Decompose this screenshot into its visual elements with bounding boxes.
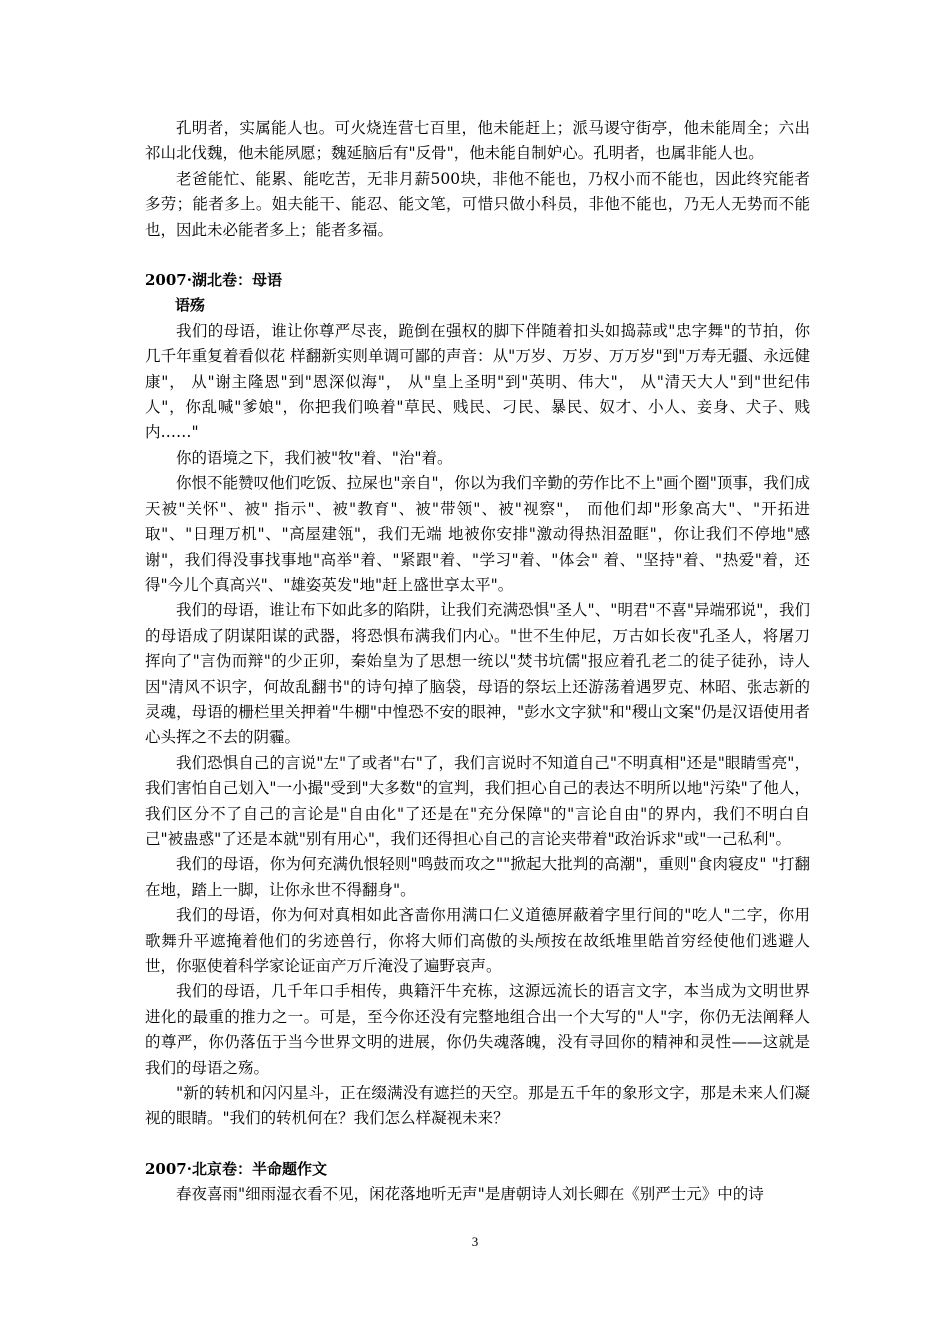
spacer: [145, 243, 810, 268]
spacer: [145, 1132, 810, 1157]
paragraph: "新的转机和闪闪星斗，正在缀满没有遮拦的天空。那是五千年的象形文字，那是未来人们凝视的眼睛。"我们的转机何在？我们怎么样凝视未来？: [145, 1084, 810, 1128]
paragraph: 孔明者，实属能人也。可火烧连营七百里，他未能赶上；派马谡守街亭，他未能周全；六出祁山北伐魏，他未能夙愿；魏延脑后有"反骨"，他未能自制妒心。孔明者，也属非能人也。: [145, 119, 810, 163]
paragraph: 我们的母语，你为何充满仇恨轻则"鸣鼓而攻之""掀起大批判的高潮"，重则"食肉寝皮" "打翻在地，踏上一脚，让你永世不得翻身"。: [145, 855, 810, 899]
paragraph: 你的语境之下，我们被"牧"着、"治"着。: [176, 448, 453, 467]
paragraph: 老爸能忙、能累、能吃苦，无非月薪500块，非他不能也，乃权小而不能也，因此终究能者多劳；能者多上。姐夫能干、能忍、能文笔，可惜只做小科员，非他不能也，乃无人无势而不能也，因此未必能者多上；能者多福。: [145, 169, 810, 239]
section-heading: 2007·湖北卷：母语: [145, 271, 282, 290]
section-heading: 2007·北京卷：半命题作文: [145, 1159, 327, 1178]
paragraph: 我们的母语，谁让布下如此多的陷阱，让我们充满恐惧"圣人"、"明君"不喜"异端邪说"，我们的母语成了阴谋阳谋的武器，将恐惧布满我们内心。"世不生仲尼，万古如长夜"孔圣人，将屠刀挥向了"言伪而辩"的少正卯，秦始皇为了思想一统以"焚书坑儒"报应着孔老二的徒子徒孙，诗人因"清风不识字，何故乱翻书"的诗句掉了脑袋，母语的祭坛上还游荡着遇罗克、林昭、张志新的灵魂，母语的栅栏里关押着"牛棚"中惶恐不安的眼神，"彭水文字狱"和"稷山文案"仍是汉语使用者心头挥之不去的阴霾。: [145, 601, 810, 747]
page-number: 3: [471, 1234, 479, 1249]
paragraph: 我们的母语，你为何对真相如此吝啬你用满口仁义道德屏蔽着字里行间的"吃人"二字，你用歌舞升平遮掩着他们的劣迹兽行，你将大师们高傲的头颅按在故纸堆里皓首穷经使他们逃避人世，你驱使着科学家论证亩产万斤淹没了遍野哀声。: [145, 906, 810, 975]
document-body: [145, 116, 810, 1208]
paragraph: 春夜喜雨"细雨湿衣看不见，闲花落地听无声"是唐朝诗人刘长卿在《别严士元》中的诗: [176, 1185, 764, 1204]
paragraph: 我们的母语，几千年口手相传，典籍汗牛充栋，这源远流长的语言文字，本当成为文明世界进化的最重的推力之一。可是，至今你还没有完整地组合出一个大写的"人"字，你仍无法阐释人的尊严，你仍落伍于当今世界文明的进展，你仍失魂落魄，没有寻回你的精神和灵性——这就是我们的母语之殇。: [145, 982, 810, 1077]
paragraph: 我们的母语，谁让你尊严尽丧，跪倒在强权的脚下伴随着扣头如捣蒜或"忠字舞"的节拍，你几千年重复着看似花 样翻新实则单调可鄙的声音：从"万岁、万岁、万万岁"到"万寿无疆、永远健康"， 从"谢主隆恩"到"恩深似海"， 从"皇上圣明"到"英明、伟大"， 从"清天大人"到"世纪伟人"，你乱喊"爹娘"，你把我们唤着"草民、贱民、刁民、暴民、奴才、小人、妾身、犬子、贱内……": [145, 321, 810, 442]
paragraph: 我们恐惧自己的言说"左"了或者"右"了，我们言说时不知道自己"不明真相"还是"眼睛雪亮"，我们害怕自己划入"一小撮"受到"大多数"的宣判，我们担心自己的表达不明所以地"污染"了他人，我们区分不了自己的言论是"自由化"了还是在"充分保障"的"言论自由"的界内，我们不明白自己"被蛊惑"了还是本就"别有用心"，我们还得担心自己的言论夹带着"政治诉求"或"一己私利"。: [145, 753, 810, 848]
essay-title: 语殇: [175, 296, 206, 315]
paragraph: 你恨不能赞叹他们吃饭、拉屎也"亲自"，你以为我们辛勤的劳作比不上"画个圈"顶事，我们成天被"关怀"、被" 指示"、被"教育"、被"带领"、被"视察"， 而他们却"形象高大"、"开拓进取"、"日理万机"、"高屋建瓴"，我们无端 地被你安排"激动得热泪盈眶"，你让我们不停地"感谢"，我们得没事找事地"高举"着、"紧跟"着、"学习"着、"体会" 着、"坚持"着、"热爱"着，还得"今儿个真高兴"、"雄姿英发"地"赶上盛世享太平"。: [145, 474, 810, 594]
